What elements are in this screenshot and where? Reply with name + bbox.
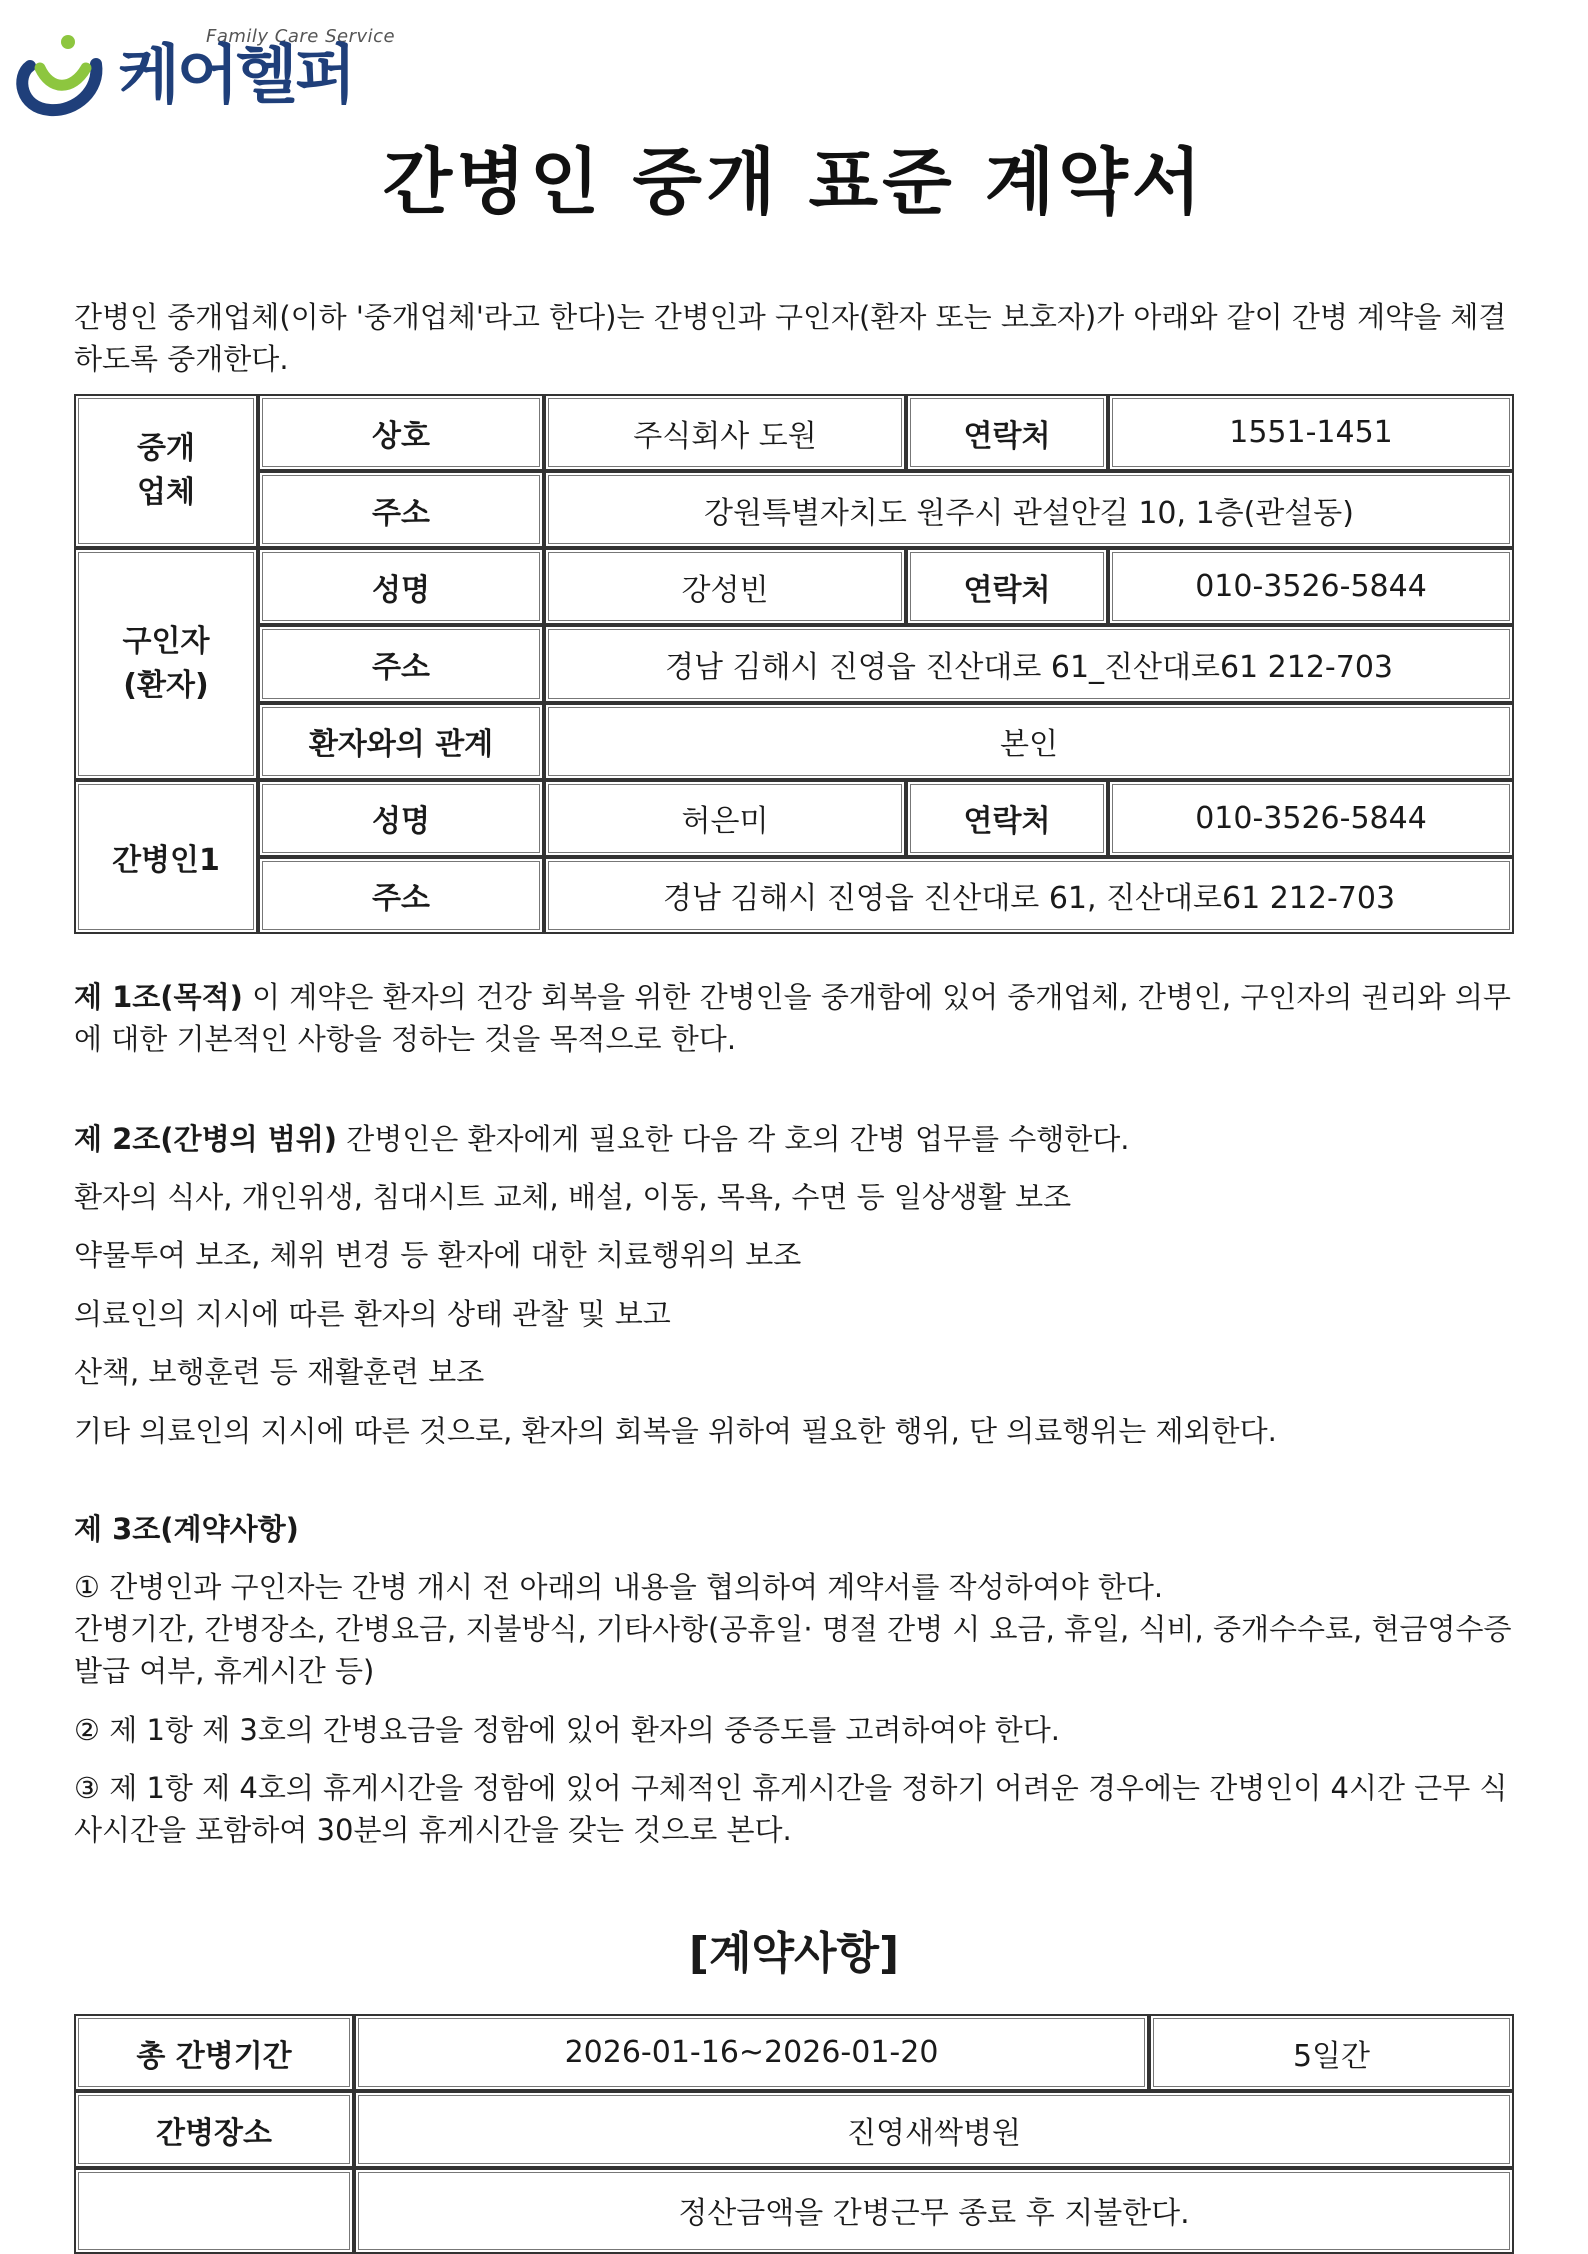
client-address: 경남 김해시 진영읍 진산대로 61_진산대로61 212-703 bbox=[544, 625, 1514, 702]
intro-paragraph: 간병인 중개업체(이하 '중개업체'라고 한다)는 간병인과 구인자(환자 또는 보호자)가 아래와 같이 간병 계약을 체결하도록 중개한다. bbox=[74, 300, 1507, 376]
table-row bbox=[74, 780, 1514, 857]
table-row bbox=[74, 394, 1514, 471]
client-contact-label: 연락처 bbox=[906, 548, 1108, 625]
client-contact: 010-3526-5844 bbox=[1108, 548, 1514, 625]
agency-name-label: 상호 bbox=[258, 394, 544, 471]
client-name: 강성빈 bbox=[544, 548, 906, 625]
place-value: 진영새싹병원 bbox=[354, 2091, 1514, 2168]
agency-label: 중개 업체 bbox=[74, 394, 258, 548]
period-days: 5일간 bbox=[1149, 2014, 1514, 2091]
article-2-item: 기타 의료인의 지시에 따른 것으로, 환자의 회복을 위하여 필요한 행위, 단 의료행위는 제외한다. bbox=[74, 1414, 1277, 1448]
article-2-item: 의료인의 지시에 따른 환자의 상태 관찰 및 보고 bbox=[74, 1297, 671, 1331]
caregiver-label: 간병인1 bbox=[74, 780, 258, 934]
document-title: 간병인 중개 표준 계약서 bbox=[382, 140, 1206, 224]
client-label: 구인자 (환자) bbox=[74, 548, 258, 779]
table-row bbox=[74, 471, 1514, 548]
table-row bbox=[74, 548, 1514, 625]
article-2-heading: 제 2조(간병의 범위) bbox=[74, 1122, 337, 1156]
period-label: 총 간병기간 bbox=[74, 2014, 354, 2091]
caregiver-contact: 010-3526-5844 bbox=[1108, 780, 1514, 857]
article-1-text: 이 계약은 환자의 건강 회복을 위한 간병인을 중개함에 있어 중개업체, 간병인, 구인자의 권리와 의무에 대한 기본적인 사항을 정하는 것을 목적으로 한다. bbox=[74, 980, 1511, 1056]
article-2-item: 약물투여 보조, 체위 변경 등 환자에 대한 치료행위의 보조 bbox=[74, 1238, 802, 1272]
table-row bbox=[74, 703, 1514, 780]
article-2-item: 환자의 식사, 개인위생, 침대시트 교체, 배설, 이동, 목욕, 수면 등 일상생활 보조 bbox=[74, 1180, 1072, 1214]
period-value: 2026-01-16~2026-01-20 bbox=[354, 2014, 1149, 2091]
article-2-item: 산책, 보행훈련 등 재활훈련 보조 bbox=[74, 1355, 485, 1389]
agency-name: 주식회사 도원 bbox=[544, 394, 906, 471]
table-row bbox=[74, 2091, 1514, 2168]
table-row bbox=[74, 857, 1514, 934]
article-2 bbox=[74, 1118, 1514, 1160]
table-row bbox=[74, 2168, 1514, 2254]
logo-mark-icon bbox=[10, 28, 110, 124]
table-row bbox=[74, 2014, 1514, 2091]
caregiver-address-label: 주소 bbox=[258, 857, 544, 934]
payment-label bbox=[74, 2168, 354, 2254]
payment-text: 정산금액을 간병근무 종료 후 지불한다. bbox=[354, 2168, 1514, 2254]
article-1 bbox=[74, 976, 1514, 1060]
caregiver-address: 경남 김해시 진영읍 진산대로 61, 진산대로61 212-703 bbox=[544, 857, 1514, 934]
article-3-clause-1-detail: 간병기간, 간병장소, 간병요금, 지불방식, 기타사항(공휴일· 명절 간병 시 요금, 휴일, 식비, 중개수수료, 현금영수증 발급 여부, 휴게시간 등) bbox=[74, 1612, 1512, 1688]
logo-name: 케어헬퍼 bbox=[118, 39, 354, 113]
caregiver-name: 허은미 bbox=[544, 780, 906, 857]
article-1-heading: 제 1조(목적) bbox=[74, 980, 243, 1014]
parties-table bbox=[74, 394, 1514, 934]
agency-contact-label: 연락처 bbox=[906, 394, 1108, 471]
client-name-label: 성명 bbox=[258, 548, 544, 625]
logo-subtitle: Family Care Service bbox=[206, 26, 396, 47]
agency-contact: 1551-1451 bbox=[1108, 394, 1514, 471]
client-relation: 본인 bbox=[544, 703, 1514, 780]
caregiver-name-label: 성명 bbox=[258, 780, 544, 857]
contract-table bbox=[74, 2014, 1514, 2254]
agency-address: 강원특별자치도 원주시 관설안길 10, 1층(관설동) bbox=[544, 471, 1514, 548]
table-row bbox=[74, 625, 1514, 702]
contract-section-title: [계약사항] bbox=[688, 1928, 900, 1979]
place-label: 간병장소 bbox=[74, 2091, 354, 2168]
client-address-label: 주소 bbox=[258, 625, 544, 702]
article-3-clause-1: ① 간병인과 구인자는 간병 개시 전 아래의 내용을 협의하여 계약서를 작성하여야 한다. bbox=[74, 1570, 1164, 1604]
article-3-heading-text: 제 3조(계약사항) bbox=[74, 1512, 299, 1546]
company-logo bbox=[10, 20, 410, 120]
article-3-clause-2: ② 제 1항 제 3호의 간병요금을 정함에 있어 환자의 중증도를 고려하여야 한다. bbox=[74, 1713, 1060, 1747]
article-3-heading bbox=[74, 1508, 1514, 1550]
caregiver-contact-label: 연락처 bbox=[906, 780, 1108, 857]
agency-address-label: 주소 bbox=[258, 471, 544, 548]
article-3-clause-3: ③ 제 1항 제 4호의 휴게시간을 정함에 있어 구체적인 휴게시간을 정하기 어려운 경우에는 간병인이 4시간 근무 식사시간을 포함하여 30분의 휴게시간을 갖는 것으로 본다. bbox=[74, 1771, 1508, 1847]
client-relation-label: 환자와의 관계 bbox=[258, 703, 544, 780]
article-2-text: 간병인은 환자에게 필요한 다음 각 호의 간병 업무를 수행한다. bbox=[336, 1122, 1130, 1156]
